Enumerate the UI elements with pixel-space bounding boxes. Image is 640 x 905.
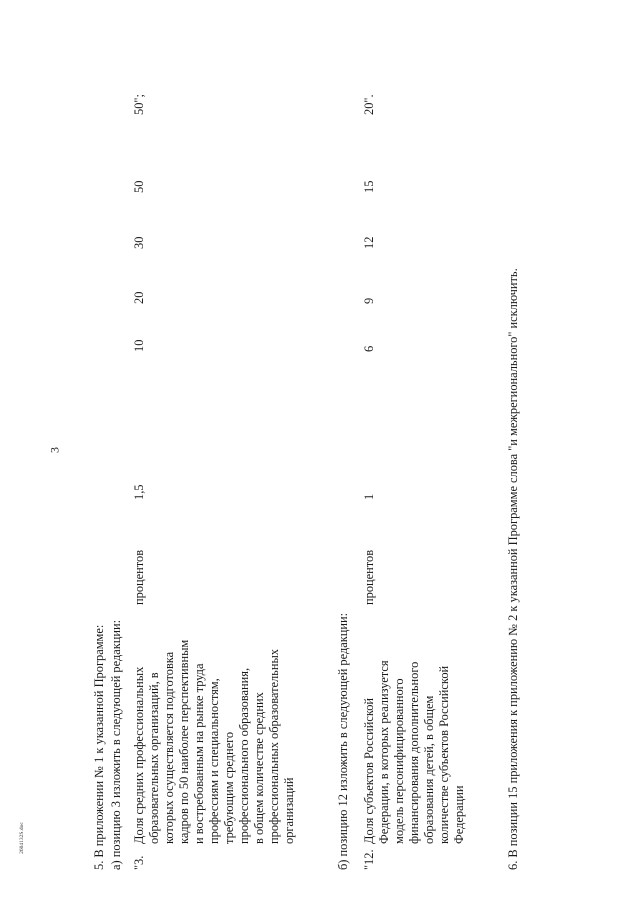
value-cell: 6 <box>362 345 376 352</box>
paragraph-item-5: 5. В приложении № 1 к указанной Программе: <box>92 624 106 870</box>
indicator-name-line: количестве субъектов Российской <box>437 665 451 844</box>
indicator-name-line: профессиям и специальностям, <box>207 678 221 844</box>
indicator-name-line: требующим среднего <box>222 731 236 844</box>
indicator-name-line: Федерации, в которых реализуется <box>377 660 391 844</box>
indicator-name-line: кадров по 50 наиболее перспективным <box>177 639 191 844</box>
value-cell: 50"; <box>132 94 146 115</box>
paragraph-item-6: 6. В позиции 15 приложения к приложению № 2 к указанной Программе слова "и межрегионального" исключить. <box>506 268 520 870</box>
indicator-name <box>132 639 297 844</box>
document-footer-code: 2604132S.doc <box>19 822 25 854</box>
row-number: "12. <box>362 849 376 870</box>
value-cell: 15 <box>362 180 376 193</box>
value-cell: 20 <box>132 291 146 304</box>
indicator-name-line: в общем количестве средних <box>252 692 266 844</box>
indicator-name-line: профессионального образования, <box>237 667 251 844</box>
unit-of-measure: процентов <box>132 549 146 605</box>
indicator-name-line: Доля средних профессиональных <box>132 666 146 844</box>
indicator-name-line: и востребованным на рынке труда <box>192 663 206 844</box>
paragraph-item-a: а) позицию 3 изложить в следующей редакции: <box>109 619 123 870</box>
value-cell: 30 <box>132 236 146 249</box>
unit-of-measure: процентов <box>362 549 376 605</box>
rotated-document-body <box>92 80 542 870</box>
indicator-name-line: образовательных организаций, в <box>147 672 161 844</box>
value-cell: 9 <box>362 297 376 304</box>
indicator-name-line: организаций <box>282 777 296 844</box>
indicator-name-line: образования детей, в общем <box>422 695 436 844</box>
indicator-name-line: профессиональных образовательных <box>267 649 281 844</box>
value-cell: 20". <box>362 94 376 115</box>
page-number: 3 <box>47 447 62 453</box>
indicator-name-line: финансирования дополнительного <box>407 661 421 844</box>
value-cell: 1,5 <box>132 484 146 500</box>
value-cell: 12 <box>362 236 376 249</box>
indicator-name-line: модель персонифицированного <box>392 678 406 844</box>
indicator-name <box>362 660 467 844</box>
row-number: "3. <box>132 855 146 870</box>
indicator-name-line: Федерации <box>452 785 466 844</box>
value-cell: 10 <box>132 339 146 352</box>
indicator-name-line: Доля субъектов Российской <box>362 697 376 844</box>
value-cell: 50 <box>132 180 146 193</box>
paragraph-item-b: б) позицию 12 изложить в следующей редакции: <box>336 612 350 870</box>
value-cell: 1 <box>362 493 376 500</box>
indicator-name-line: которых осуществляется подготовка <box>162 651 176 844</box>
